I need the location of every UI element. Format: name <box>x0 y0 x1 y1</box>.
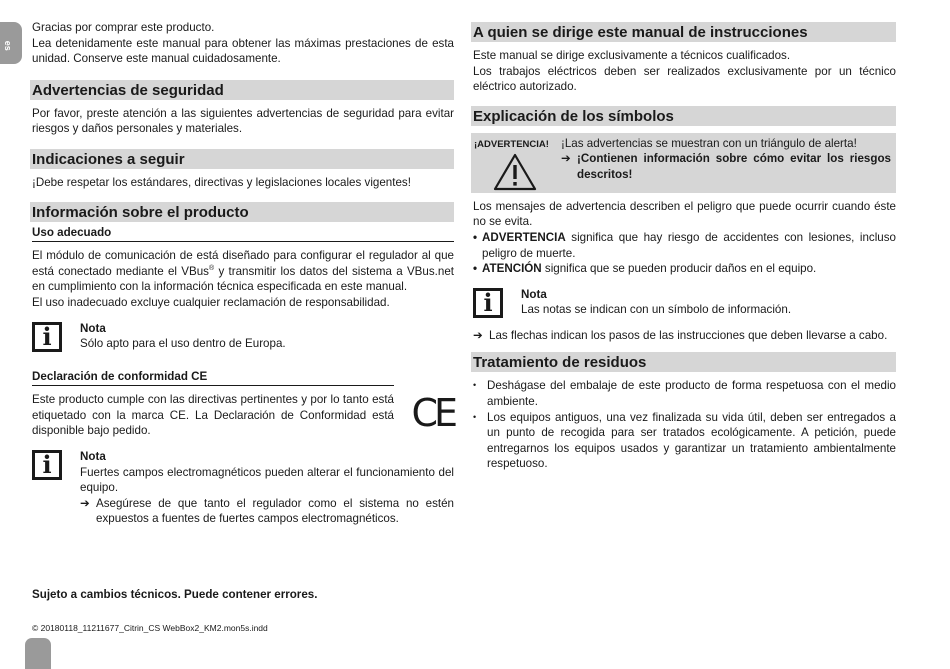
left-column <box>32 20 454 527</box>
intro-read: Lea detenidamente este manual para obtener las máximas prestaciones de esta unidad. Conserve este manual cuidadosamente. <box>32 36 454 66</box>
waste-heading: Tratamiento de residuos <box>471 352 896 372</box>
note-title: Nota <box>80 449 106 463</box>
info-icon: i <box>473 288 503 318</box>
arrow-right-icon: ➔ <box>80 496 90 510</box>
bullet-icon: • <box>473 262 478 276</box>
info-icon: i <box>32 450 62 480</box>
warning-box <box>471 133 896 193</box>
arrows-explanation-text: Las flechas indican los pasos de las instrucciones que deben llevarse a cabo. <box>489 328 888 342</box>
product-info-heading: Información sobre el producto <box>30 202 454 222</box>
warning-line-2 <box>561 151 891 182</box>
note-europe <box>32 321 454 355</box>
waste-bullet-1-text: Deshágase del embalaje de este producto de forma respetuosa con el medio ambiente. <box>487 379 896 408</box>
arrow-right-icon: ➔ <box>561 152 571 166</box>
bullet-atencion <box>473 261 896 277</box>
warning-line-1: ¡Las advertencias se muestran con un triángulo de alerta! <box>561 136 857 150</box>
ce-mark-icon: CE <box>411 390 454 435</box>
footer-disclaimer: Sujeto a cambios técnicos. Puede contener errores. <box>32 588 318 601</box>
proper-use-text-a: El módulo de comunicación de está diseñado para configurar el regulador al que está conectado mediante el VBus <box>32 249 454 278</box>
misuse-text: El uso inadecuado excluye cualquier reclamación de responsabilidad. <box>32 295 390 309</box>
arrow-right-icon: ➔ <box>473 328 483 342</box>
intro-thanks: Gracias por comprar este producto. <box>32 21 215 34</box>
right-column <box>473 20 896 472</box>
bullet-icon: • <box>473 411 477 422</box>
bullet-text: significa que se pueden producir daños en el equipo. <box>541 262 817 276</box>
note-symbol <box>473 287 896 321</box>
bullet-advertencia <box>473 230 896 261</box>
safety-text: Por favor, preste atención a las siguientes advertencias de seguridad para evitar riesgos y daños personales y materiales. <box>32 106 454 136</box>
bullet-icon: • <box>473 230 478 244</box>
indications-heading: Indicaciones a seguir <box>30 149 454 169</box>
ce-section <box>32 369 454 439</box>
proper-use-text <box>32 248 454 295</box>
warning-triangle-icon <box>493 153 537 191</box>
note-instruction <box>80 496 454 527</box>
warning-tag: ¡ADVERTENCIA! <box>474 138 549 150</box>
note-title: Nota <box>80 321 106 335</box>
arrows-explanation <box>473 328 896 344</box>
note-electromagnetic <box>32 449 454 527</box>
note-text: Sólo apto para el uso dentro de Europa. <box>80 337 286 351</box>
bullet-text: significa que hay riesgo de accidentes con lesiones, incluso peligro de muerte. <box>482 230 896 260</box>
language-tab-label: es <box>2 40 13 51</box>
waste-bullet-1 <box>473 378 896 409</box>
note-instruction-text: Asegúrese de que tanto el regulador como el sistema no estén expuestos a fuentes de fuertes campos electromagnéticos. <box>96 496 454 526</box>
proper-use-text-b: y transmitir los datos del sistema a VBus.net en cumplimiento con la información técnica especificada en este manual. <box>32 264 454 294</box>
page-corner-tab <box>25 638 51 669</box>
bullet-term: ADVERTENCIA <box>482 230 566 244</box>
ce-text: Este producto cumple con las directivas pertinentes y por lo tanto está etiquetado con la marca CE. La Declaración de Conformidad está disponible bajo pedido. <box>32 393 394 438</box>
ce-heading: Declaración de conformidad CE <box>32 369 394 387</box>
warning-text <box>561 136 891 183</box>
audience-heading: A quien se dirige este manual de instrucciones <box>471 22 896 42</box>
footer-file-name: © 20180118_11211677_Citrin_CS WebBox2_KM2.mon5s.indd <box>32 623 268 633</box>
waste-bullet-2 <box>473 410 896 472</box>
warning-messages-text: Los mensajes de advertencia describen el peligro que puede ocurrir cuando éste no se evita. <box>473 199 896 229</box>
registered-mark: ® <box>208 264 215 272</box>
note-title: Nota <box>521 287 547 301</box>
audience-text-1: Este manual se dirige exclusivamente a técnicos cualificados. <box>473 49 791 62</box>
bullet-term: ATENCIÓN <box>482 262 542 276</box>
note-text: Las notas se indican con un símbolo de información. <box>521 303 792 317</box>
info-icon: i <box>32 322 62 352</box>
language-tab <box>0 22 22 64</box>
bullet-icon: • <box>473 380 477 391</box>
proper-use-heading: Uso adecuado <box>32 225 454 243</box>
symbols-heading: Explicación de los símbolos <box>471 106 896 126</box>
indications-text: ¡Debe respetar los estándares, directivas y legislaciones locales vigentes! <box>32 175 411 189</box>
waste-bullet-2-text: Los equipos antiguos, una vez finalizada su vida útil, deben ser entregados a un punto de recogida para ser tratados ecológicamente. A petición, puede entregarnos los equipos usados y garantizar un tratamiento ambientalmente respetuoso. <box>487 410 896 471</box>
audience-text-2: Los trabajos eléctricos deben ser realizados exclusivamente por un técnico eléctrico autorizado. <box>473 64 896 94</box>
warning-line-2-text: ¡Contienen información sobre cómo evitar los riesgos descritos! <box>577 152 891 181</box>
safety-heading: Advertencias de seguridad <box>30 80 454 100</box>
note-text: Fuertes campos electromagnéticos pueden alterar el funcionamiento del equipo. <box>80 465 454 495</box>
